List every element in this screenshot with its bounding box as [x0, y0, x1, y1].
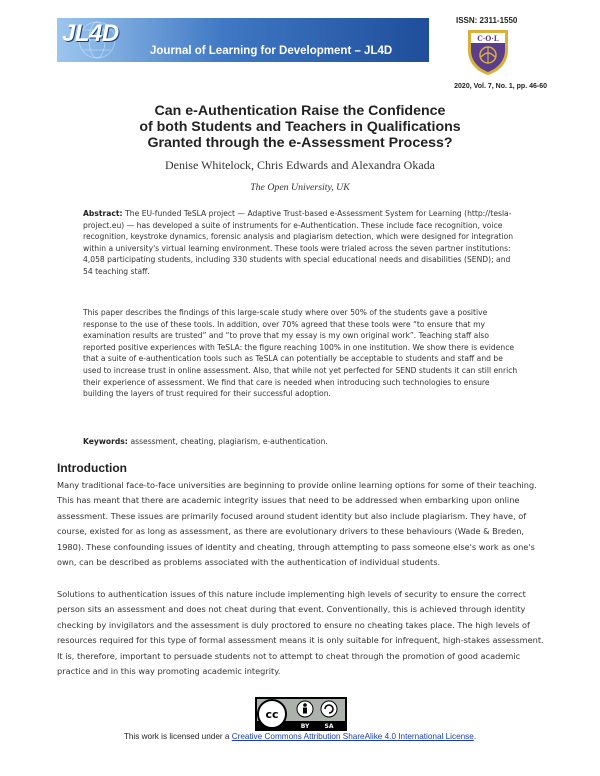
keywords-label: Keywords — [83, 437, 125, 446]
keywords-text: assessment, cheating, plagiarism, e-authentication. — [130, 437, 328, 446]
svg-text:C·O·L: C·O·L — [477, 34, 499, 43]
svg-text:cc: cc — [265, 708, 279, 721]
section-heading: Introduction — [57, 461, 127, 475]
license-line — [30, 732, 570, 741]
abstract-text: The EU-funded TeSLA project — Adaptive Trust-based e-Assessment System for Learning (http://tesla-project.eu) — has developed a suite of instruments for e-Authentication. These include face recognition, voice recognition, keystroke dynamics, forensic analysis and plagiarism detection, which were designed for integration within a university's virtual learning environment. These tools were trialed across the seven partner institutions: 4,058 participating students, including 330 students with special educational needs and disabilities (SEND); and 54 teaching staff. — [83, 209, 514, 276]
abstract-label: Abstract — [83, 209, 120, 218]
journal-name: Journal of Learning for Development – JL4D — [150, 45, 393, 57]
issue-info: 2020, Vol. 7, No. 1, pp. 46-60 — [454, 83, 547, 90]
license-prefix: This work is licensed under a — [123, 732, 232, 741]
abstract-paragraph: This paper describes the findings of this large-scale study where over 50% of the students gave a positive response to the use of these tools. In addition, over 70% agreed that these tools were “to ensure that my examination results are trusted” and “to prove that my essay is my own original work”. Teaching staff also reported positive experiences with TeSLA: the figure reaching 100% in one institution. We show there is evidence that a suite of e-authentication tools such as TeSLA can potentially be acceptable to students and staff and be used to increase trust in online assessment. Also, that while not yet perfected for SEND students it can still enrich their experience of assessment. We find that care is needed when introducing such technologies to ensure building the layers of trust required for their successful adoption. — [83, 308, 518, 399]
cc-sa-label: SA — [324, 723, 334, 730]
cc-by-label: BY — [300, 723, 310, 730]
issn: ISSN: 2311-1550 — [456, 16, 518, 25]
article-title — [40, 103, 560, 151]
title-line: Granted through the e-Assessment Process? — [147, 135, 453, 151]
affiliation: The Open University, UK — [250, 182, 350, 193]
jl4d-logo: JL4D — [62, 20, 119, 47]
authors: Denise Whitelock, Chris Edwards and Alexandra Okada — [164, 158, 436, 172]
title-line: Can e-Authentication Raise the Confidence — [154, 103, 446, 119]
body-paragraph: Solutions to authentication issues of this nature include implementing high levels of security to ensure the correct person sits an assessment and does not cheat during that event. Conventionally, this is achieved through identity checking by invigilators and the assessment is duly proctored to ensure no cheating takes place. The high levels of resources required for this type of formal assessment means it is only suitable for infrequent, high-stakes assessment. It is, therefore, important to persuade students not to attempt to cheat through the promotion of good academic practice and in this way promoting academic integrity. — [57, 589, 544, 677]
title-line: of both Students and Teachers in Qualifications — [139, 119, 461, 135]
body-paragraph: Many traditional face-to-face universities are beginning to provide online learning options for some of their teaching. This has meant that there are academic integrity issues that need to be addressed when embarking upon online assessment. These issues are primarily focused around student identity but also include plagiarism. They have, of course, existed for as long as assessment, as there are evolutionary drivers to these behaviours (Wade & Breden, 1980). These confounding issues of identity and cheating, through attempting to pass someone else's work as one's own, can be described as problems associated with the authentication of individual students. — [57, 480, 537, 568]
keywords: Keywords: assessment, cheating, plagiarism, e-authentication. — [83, 437, 328, 446]
license-suffix: . — [473, 732, 477, 741]
col-shield-icon — [464, 28, 512, 76]
license-link[interactable]: Creative Commons Attribution ShareAlike 4.0 International License — [231, 732, 474, 741]
abstract-paragraph: Abstract: The EU-funded TeSLA project — Adaptive Trust-based e-Assessment System for Learning (http://tesla-project.eu) — has developed a suite of instruments for e-Authentication. These include face recognition, voice recognition, keystroke dynamics, forensic analysis and plagiarism detection, which were designed for integration within a university's virtual learning environment. These tools were trialed across the seven partner institutions: 4,058 participating students, including 330 students with special educational needs and disabilities (SEND); and 54 teaching staff. — [83, 209, 514, 276]
cc-by-sa-badge-icon[interactable] — [255, 697, 347, 731]
